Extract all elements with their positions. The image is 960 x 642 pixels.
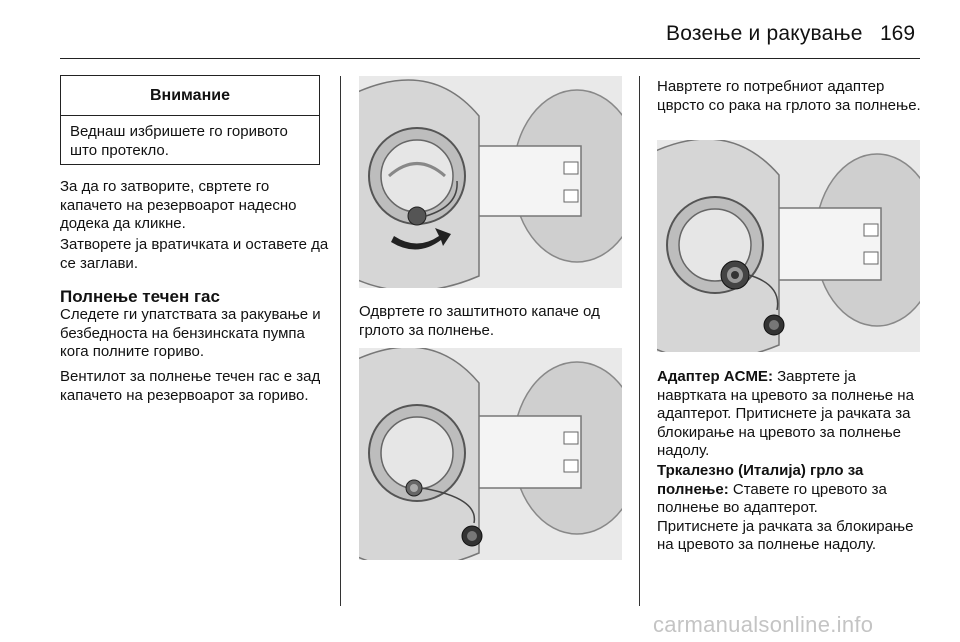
paragraph-lpg-valve: Вентилот за полнење течен гас е зад капачето на резервоарот за гориво. — [60, 368, 321, 404]
paragraph-follow-instructions: Следете ги упатствата за ракување и безбедноста на бензинската пумпа кога полните гориво. — [60, 306, 321, 360]
section-heading-lpg: Полнење течен гас — [60, 287, 220, 306]
figure-caption-unscrew: Одвртете го заштитното капаче од грлото за полнење. — [359, 303, 600, 339]
paragraph-close-cap: За да го затворите, свртете го капачето на резервоарот надесно додека да кликне. — [60, 178, 297, 232]
paragraph-bayonet-adapter — [657, 462, 922, 555]
paragraph-close-door: Затворете ја вратичката и оставете да се заглави. — [60, 236, 329, 272]
warning-box — [60, 75, 320, 165]
paragraph-acme-adapter — [657, 368, 922, 461]
acme-text: Завртете ја навртката на цревото за полнење на адаптерот. Притиснете ја рачката за блокирање на цревото за полнење надолу. — [657, 368, 914, 459]
bayonet-text: Ставете го цревото за полнење во адаптерот. — [657, 480, 887, 516]
figure-cap-closing — [359, 76, 622, 288]
column-divider-right — [639, 76, 640, 606]
bayonet-text-second: Притиснете ја рачката за блокирање на цревото за полнење надолу. — [657, 517, 914, 553]
paragraph-screw-adapter: Навртете го потребниот адаптер цврсто со рака на грлото за полнење. — [657, 78, 921, 114]
bayonet-label: Тркалезно (Италија) грло за полнење: — [657, 462, 864, 498]
header-rule — [60, 58, 920, 59]
acme-label: Адаптер ACME: — [657, 368, 773, 385]
figure-cap-removed — [359, 348, 622, 560]
watermark-text: carmanualsonline.info — [653, 612, 874, 637]
warning-text: Веднаш избришете го горивото што протекло. — [70, 123, 288, 159]
header-title: Возење и ракување — [666, 22, 863, 45]
page-number: 169 — [880, 22, 916, 45]
figure-adapter-fitted — [657, 140, 920, 352]
column-divider-left — [340, 76, 341, 606]
warning-title: Внимание — [61, 76, 319, 116]
